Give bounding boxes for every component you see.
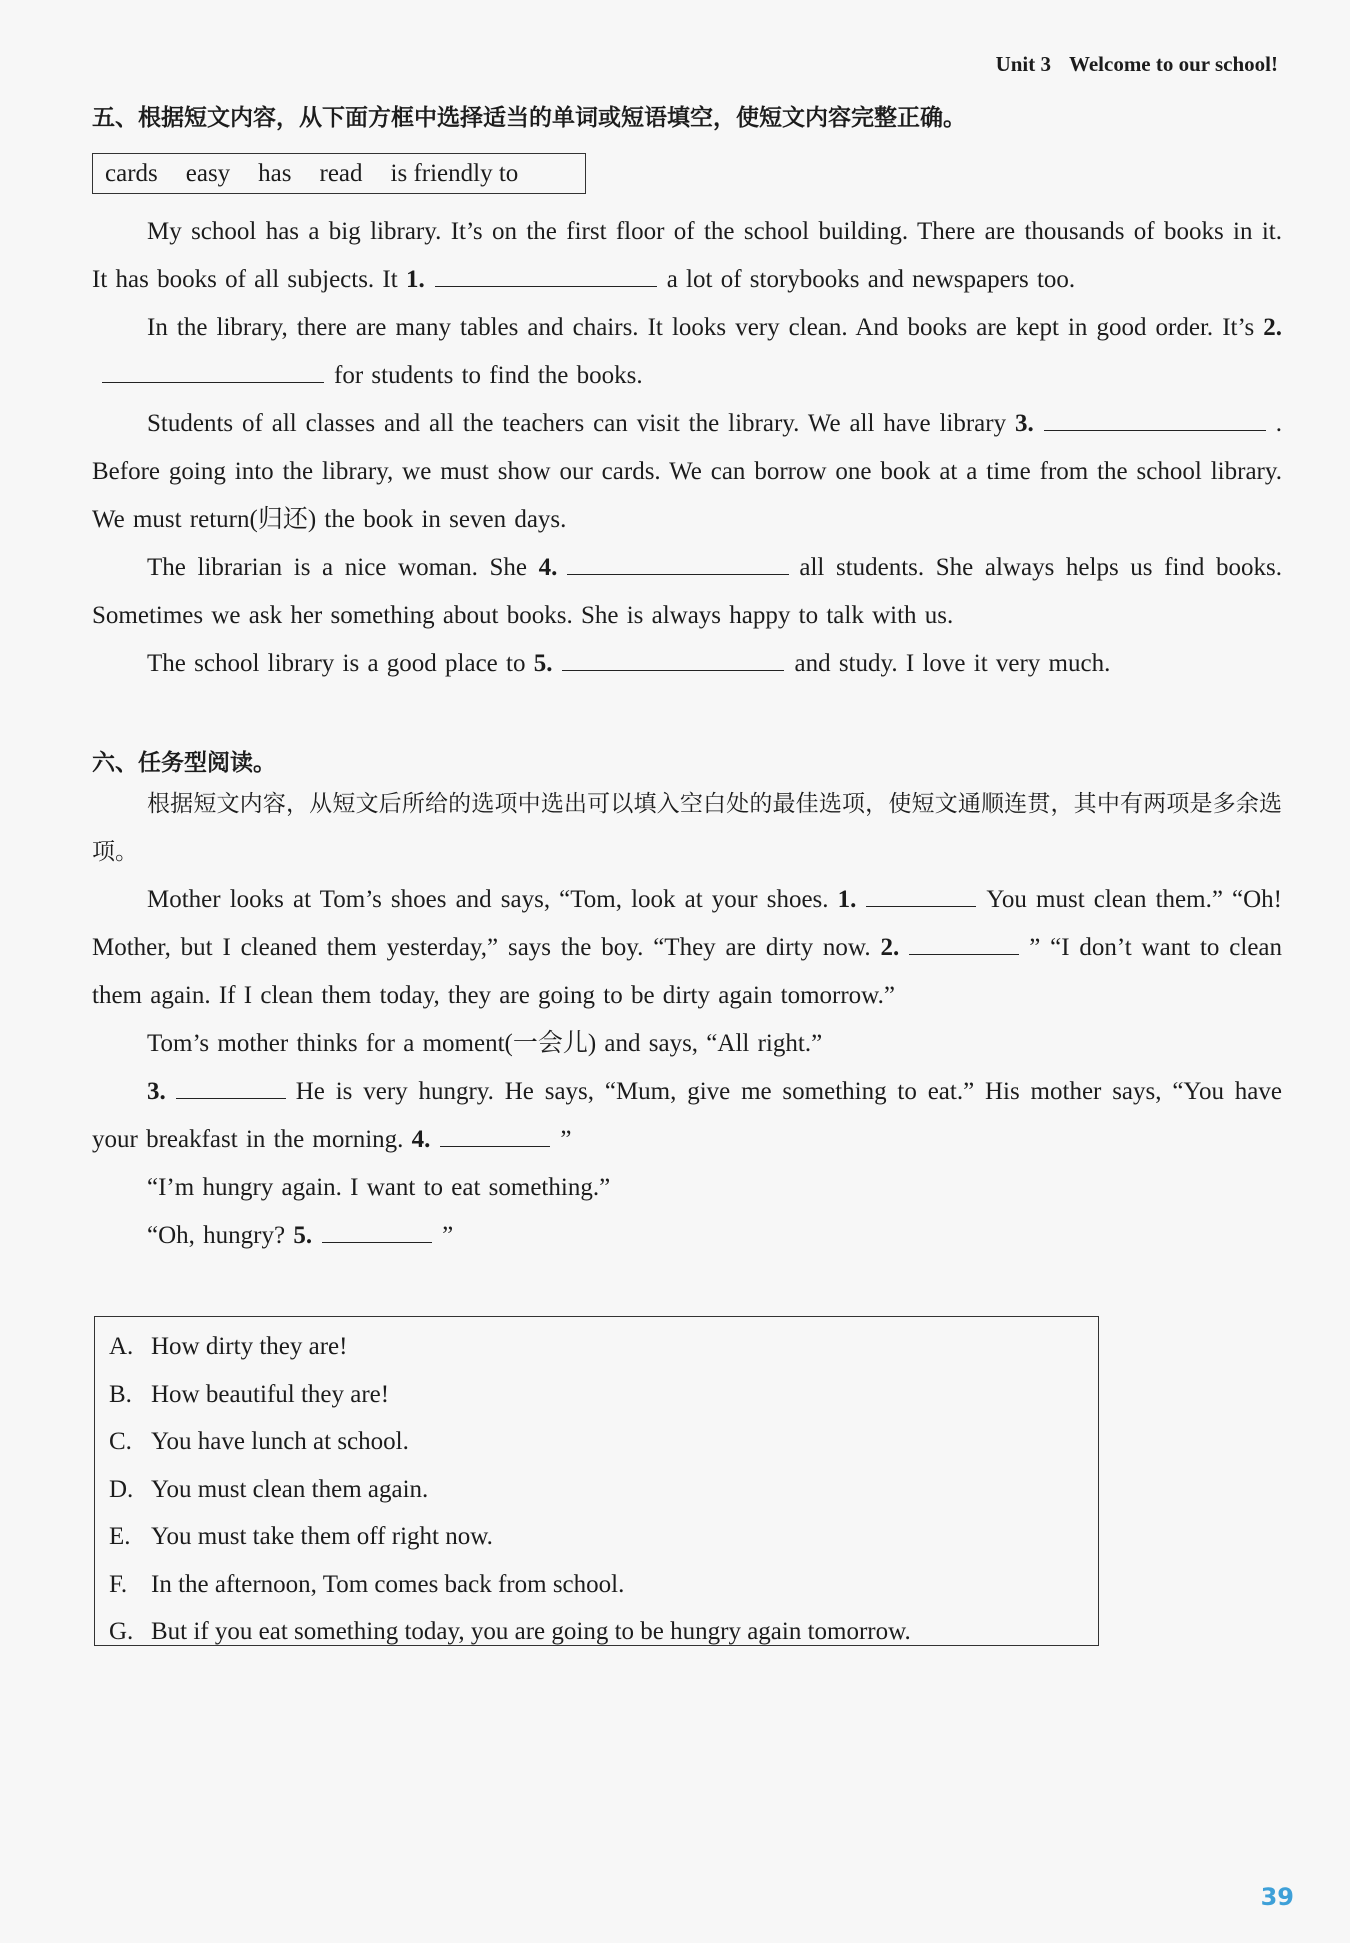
word-bank-box xyxy=(92,153,586,194)
option-text: You have lunch at school. xyxy=(151,1428,409,1455)
option-letter: D. xyxy=(109,1475,134,1503)
paragraph: 3. He is very hungry. He says, “Mum, give me something to eat.” His mother says, “You have your breakfast in the morning. 4. ” xyxy=(92,1078,1282,1153)
section-6-title: 六、任务型阅读。 xyxy=(92,750,276,776)
blank-number: 3. xyxy=(1015,410,1034,437)
option-letter: B. xyxy=(109,1380,132,1408)
answer-blank-2[interactable] xyxy=(909,932,1019,955)
answer-blank-2[interactable] xyxy=(102,360,324,383)
running-header xyxy=(996,52,1278,77)
option-letter: G. xyxy=(109,1618,134,1645)
option-letter: C. xyxy=(109,1428,132,1455)
unit-title: Welcome to our school! xyxy=(1069,52,1278,76)
option-f[interactable] xyxy=(109,1561,1098,1609)
answer-blank-5[interactable] xyxy=(562,648,784,671)
paragraph: In the library, there are many tables and chairs. It looks very clean. And books are kept in good order. It’s 2.for students to find the books. xyxy=(92,304,1282,400)
answer-blank-1[interactable] xyxy=(435,264,657,287)
options-box xyxy=(94,1316,1099,1646)
option-letter: A. xyxy=(109,1333,134,1360)
blank-number: 1. xyxy=(405,266,425,293)
blank-number: 5. xyxy=(293,1222,313,1249)
option-text: In the afternoon, Tom comes back from school. xyxy=(151,1570,625,1598)
option-text: How beautiful they are! xyxy=(151,1380,390,1408)
blank-number: 2. xyxy=(1263,314,1282,341)
option-a[interactable] xyxy=(109,1323,1098,1371)
paragraph: Mother looks at Tom’s shoes and says, “Tom, look at your shoes. 1. You must clean them.” “Oh! Mother, but I cleaned them yesterday,” says the boy. “They are dirty now. 2. ” “I don’t want to clean them again. If I clean them today, they are going to be dirty again tomorrow.” xyxy=(92,886,1283,1009)
option-d[interactable] xyxy=(109,1466,1098,1514)
option-g[interactable] xyxy=(109,1608,1098,1656)
paragraph: Students of all classes and all the teachers can visit the library. We all have library 3. . Before going into the library, we must show our cards. We can borrow one book at a time from the school library. We must return(归还) the book in seven days. xyxy=(92,410,1282,533)
section-5-title: 五、根据短文内容，从下面方框中选择适当的单词或短语填空，使短文内容完整正确。 xyxy=(92,105,966,131)
word-bank-item: has xyxy=(258,159,292,187)
answer-blank-4[interactable] xyxy=(567,552,789,575)
word-bank-item: cards xyxy=(105,159,158,187)
paragraph: The librarian is a nice woman. She 4. all students. She always helps us find books. Sometimes we ask her something about books. She is always happy to talk with us. xyxy=(92,554,1283,629)
option-c[interactable] xyxy=(109,1418,1098,1466)
paragraph: “I’m hungry again. I want to eat something.” xyxy=(147,1174,611,1201)
option-letter: F. xyxy=(109,1570,128,1598)
blank-number: 5. xyxy=(533,650,553,677)
paragraph: The school library is a good place to 5. and study. I love it very much. xyxy=(147,650,1111,677)
answer-blank-3[interactable] xyxy=(1044,408,1266,431)
paragraph: Tom’s mother thinks for a moment(一会儿) and says, “All right.” xyxy=(147,1030,823,1057)
blank-number: 4. xyxy=(411,1126,431,1153)
option-text: You must take them off right now. xyxy=(151,1523,493,1550)
section-5-passage xyxy=(92,208,1282,688)
blank-number: 2. xyxy=(880,934,900,961)
blank-number: 3. xyxy=(147,1078,166,1105)
answer-blank-4[interactable] xyxy=(440,1124,550,1147)
blank-number: 4. xyxy=(538,554,558,581)
blank-number: 1. xyxy=(837,886,857,913)
option-e[interactable] xyxy=(109,1513,1098,1561)
paragraph: My school has a big library. It’s on the first floor of the school building. There are thousands of books in it. It has books of all subjects. It 1. a lot of storybooks and newspapers too. xyxy=(92,218,1282,293)
paragraph: “Oh, hungry? 5. ” xyxy=(147,1222,454,1249)
word-bank-item: easy xyxy=(185,159,231,187)
option-text: How dirty they are! xyxy=(151,1333,348,1360)
option-text: You must clean them again. xyxy=(151,1475,429,1503)
section-6-passage xyxy=(92,876,1282,1260)
unit-label: Unit 3 xyxy=(995,52,1051,76)
word-bank-item: is friendly to xyxy=(390,159,519,187)
section-6-instruction: 根据短文内容，从短文后所给的选项中选出可以填入空白处的最佳选项，使短文通顺连贯，其中有两项是多余选项。 xyxy=(92,791,1282,865)
word-bank-item: read xyxy=(319,159,363,187)
option-b[interactable] xyxy=(109,1371,1098,1419)
option-text: But if you eat something today, you are going to be hungry again tomorrow. xyxy=(151,1618,911,1645)
option-letter: E. xyxy=(109,1523,131,1550)
page-number: 39 xyxy=(1260,1883,1294,1911)
answer-blank-3[interactable] xyxy=(176,1076,286,1099)
answer-blank-1[interactable] xyxy=(866,884,976,907)
answer-blank-5[interactable] xyxy=(322,1220,432,1243)
